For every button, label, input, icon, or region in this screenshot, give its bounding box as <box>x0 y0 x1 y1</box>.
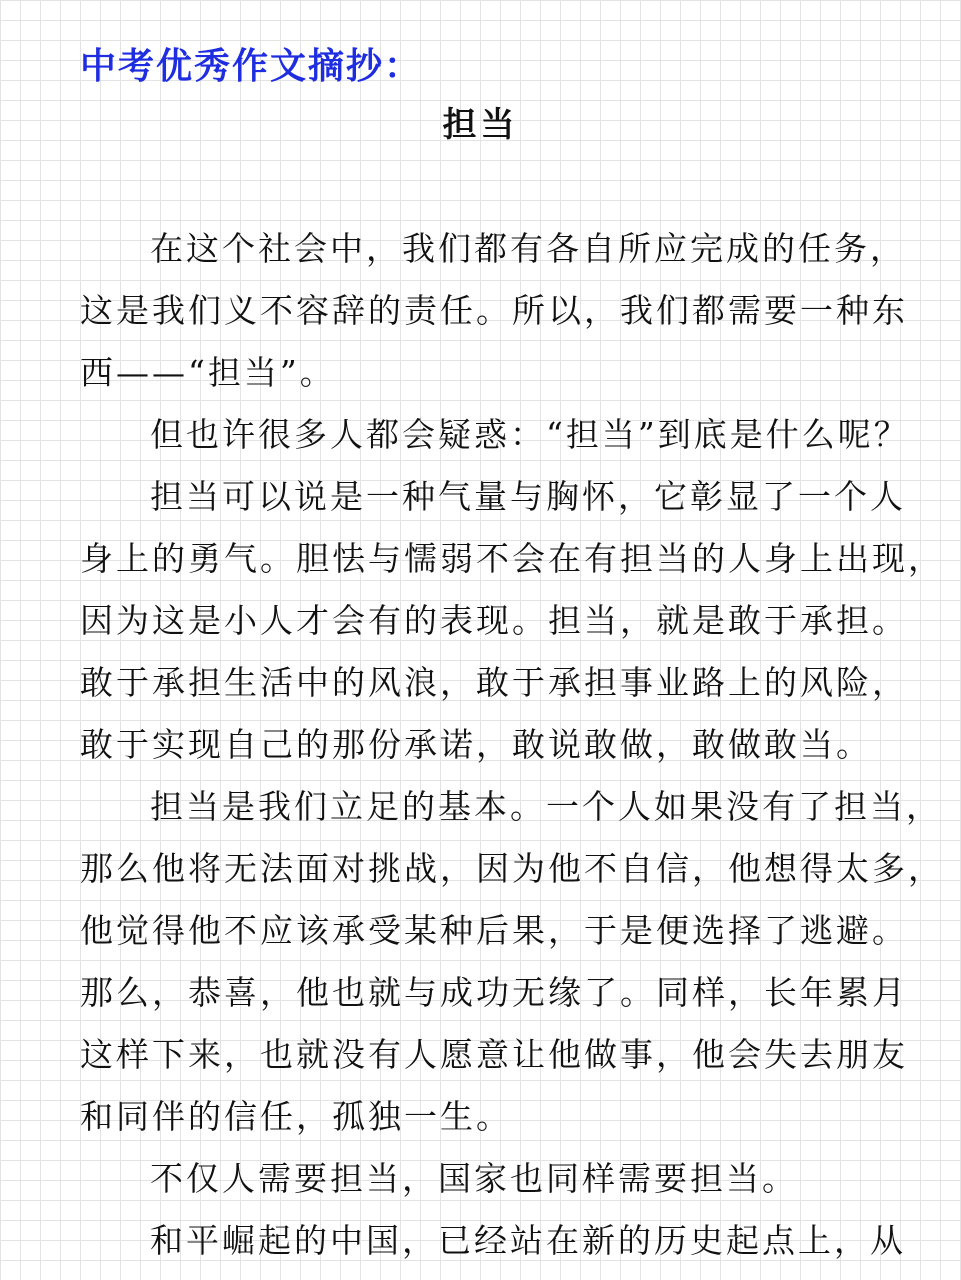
essay-line: 和同伴的信任，孤独一生。 <box>80 1097 512 1136</box>
essay-line: 敢于承担生活中的风浪，敢于承担事业路上的风险， <box>80 663 908 702</box>
essay-body <box>80 218 944 1272</box>
essay-line: 在这个社会中，我们都有各自所应完成的任务， <box>150 229 906 268</box>
essay-line: 担当是我们立足的基本。一个人如果没有了担当， <box>150 787 942 826</box>
essay-line: 敢于实现自己的那份承诺，敢说敢做，敢做敢当。 <box>80 725 872 764</box>
essay-line: 那么，恭喜，他也就与成功无缘了。同样，长年累月 <box>80 973 908 1012</box>
essay-line: 身上的勇气。胆怯与懦弱不会在有担当的人身上出现， <box>80 539 944 578</box>
essay-line: 不仅人需要担当，国家也同样需要担当。 <box>150 1159 798 1198</box>
essay-line: 这样下来，也就没有人愿意让他做事，他会失去朋友 <box>80 1035 908 1074</box>
essay-title: 担当 <box>442 105 519 145</box>
essay-line: 这是我们义不容辞的责任。所以，我们都需要一种东 <box>80 291 908 330</box>
essay-line: 他觉得他不应该承受某种后果，于是便选择了逃避。 <box>80 911 908 950</box>
essay-line: 那么他将无法面对挑战，因为他不自信，他想得太多， <box>80 849 944 888</box>
essay-line: 因为这是小人才会有的表现。担当，就是敢于承担。 <box>80 601 908 640</box>
page-header-label: 中考优秀作文摘抄： <box>80 45 423 87</box>
essay-line: 西——“担当”。 <box>80 353 336 392</box>
essay-line: 担当可以说是一种气量与胸怀，它彰显了一个人 <box>150 477 906 516</box>
essay-line: 但也许很多人都会疑惑：“担当”到底是什么呢？ <box>150 415 910 454</box>
essay-line: 和平崛起的中国，已经站在新的历史起点上，从 <box>150 1221 906 1260</box>
